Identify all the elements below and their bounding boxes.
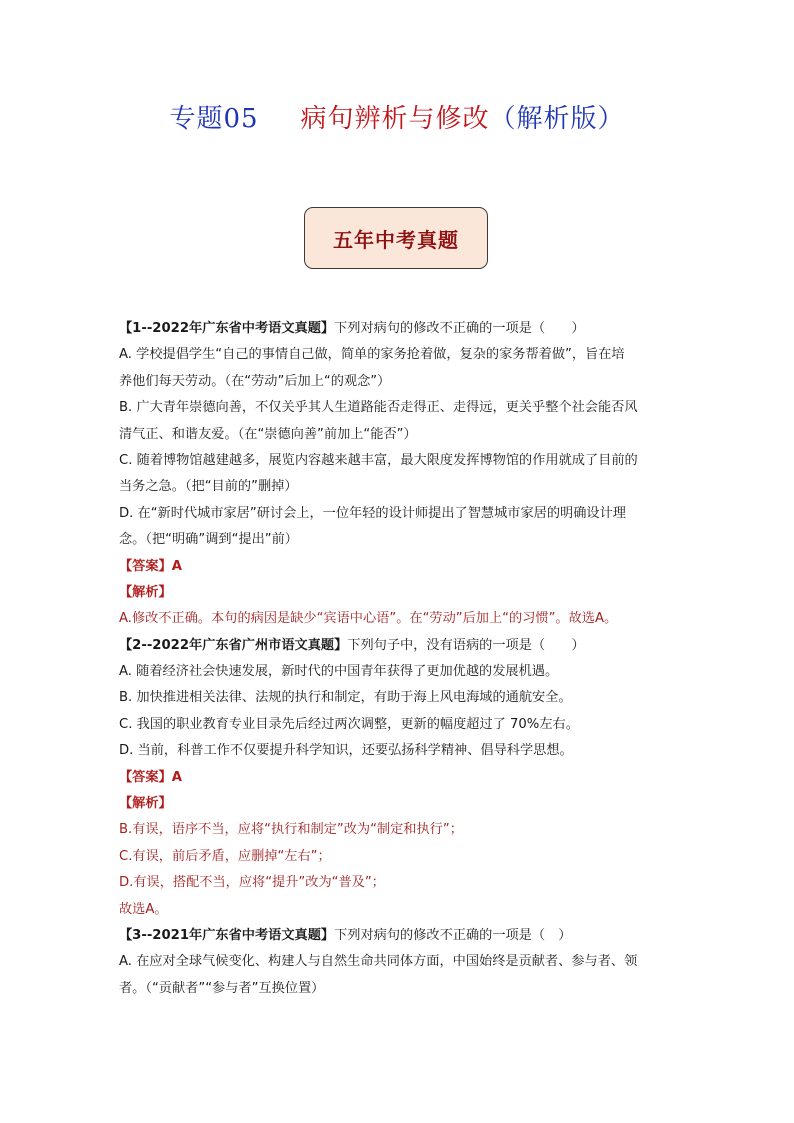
question-2-analysis-label: 【解析】	[119, 796, 172, 812]
question-3-source: 【3--2021年广东省中考语文真题】	[119, 927, 335, 943]
question-2-option-a: A. 随着经济社会快速发展，新时代的中国青年获得了更加优越的发展机遇。	[119, 664, 559, 680]
question-1-option-c-line2: 当务之急。（把“目前的”删掉）	[119, 479, 298, 495]
title-topic-name: 病句辨析与修改	[300, 104, 490, 134]
question-1-stem	[119, 316, 679, 342]
question-2-stem	[119, 633, 679, 659]
question-2-analysis-d: D.有误，搭配不当，应将“提升”改为“普及”；	[119, 875, 385, 891]
question-1-analysis: A.修改不正确。本句的病因是缺少“宾语中心语”。在“劳动”后加上“的习惯”。故选A。	[119, 611, 618, 627]
question-3-option-a-line1: A. 在应对全球气候变化、构建人与自然生命共同体方面，中国始终是贡献者、参与者、领	[119, 954, 638, 970]
section-heading: 五年中考真题	[333, 227, 459, 252]
section-heading-box	[304, 207, 488, 269]
title-edition: （解析版）	[489, 104, 625, 134]
title-topic-number: 专题05	[169, 104, 259, 134]
question-2-option-c: C. 我国的职业教育专业目录先后经过两次调整，更新的幅度超过了 70%左右。	[119, 716, 579, 732]
question-2-answer: 【答案】A	[119, 769, 182, 785]
question-2-analysis-b: B.有误，语序不当，应将“执行和制定”改为“制定和执行”；	[119, 822, 463, 838]
question-1-prompt: 下列对病句的修改不正确的一项是（ ）	[334, 321, 585, 336]
question-3-option-a-line2: 者。（“贡献者”“参与者”互换位置）	[119, 980, 325, 996]
page-title	[0, 98, 794, 135]
question-2-source: 【2--2022年广东省广州市语文真题】	[119, 637, 348, 653]
question-1-option-b-line2: 清气正、和谐友爱。（在“崇德向善”前加上“能否”）	[119, 426, 417, 442]
question-1-source: 【1--2022年广东省中考语文真题】	[119, 321, 335, 336]
question-2-option-b: B. 加快推进相关法律、法规的执行和制定，有助于海上风电海域的通航安全。	[119, 690, 572, 706]
question-1-option-d-line1: D. 在“新时代城市家居”研讨会上，一位年轻的设计师提出了智慧城市家居的明确设计理	[119, 505, 626, 521]
question-1-option-b-line1: B. 广大青年崇德向善，不仅关乎其人生道路能否走得正、走得远，更关乎整个社会能否风	[119, 400, 638, 416]
question-1-option-c-line1: C. 随着博物馆越建越多，展览内容越来越丰富，最大限度发挥博物馆的作用就成了目前的	[119, 452, 638, 468]
question-1-answer: 【答案】A	[119, 558, 182, 574]
question-1-option-a-line1: A. 学校提倡学生“自己的事情自己做，简单的家务抢着做，复杂的家务帮着做”，旨在培	[119, 347, 625, 363]
question-2-prompt: 下列句子中，没有语病的一项是（ ）	[347, 637, 585, 653]
question-1-analysis-label: 【解析】	[119, 584, 172, 600]
question-2-option-d: D. 当前，科普工作不仅要提升科学知识，还要弘扬科学精神、倡导科学思想。	[119, 743, 573, 759]
question-3-prompt: 下列对病句的修改不正确的一项是（ ）	[334, 927, 572, 943]
question-1-option-a-line2: 养他们每天劳动。（在“劳动”后加上“的观念”）	[119, 373, 391, 389]
question-1-option-d-line2: 念。（把“明确”调到“提出”前）	[119, 532, 298, 548]
document-body	[119, 316, 679, 1002]
question-2-analysis-c: C.有误，前后矛盾，应删掉“左右”；	[119, 848, 331, 864]
question-2-analysis-conclusion: 故选A。	[119, 901, 168, 917]
question-3-stem	[119, 923, 679, 949]
